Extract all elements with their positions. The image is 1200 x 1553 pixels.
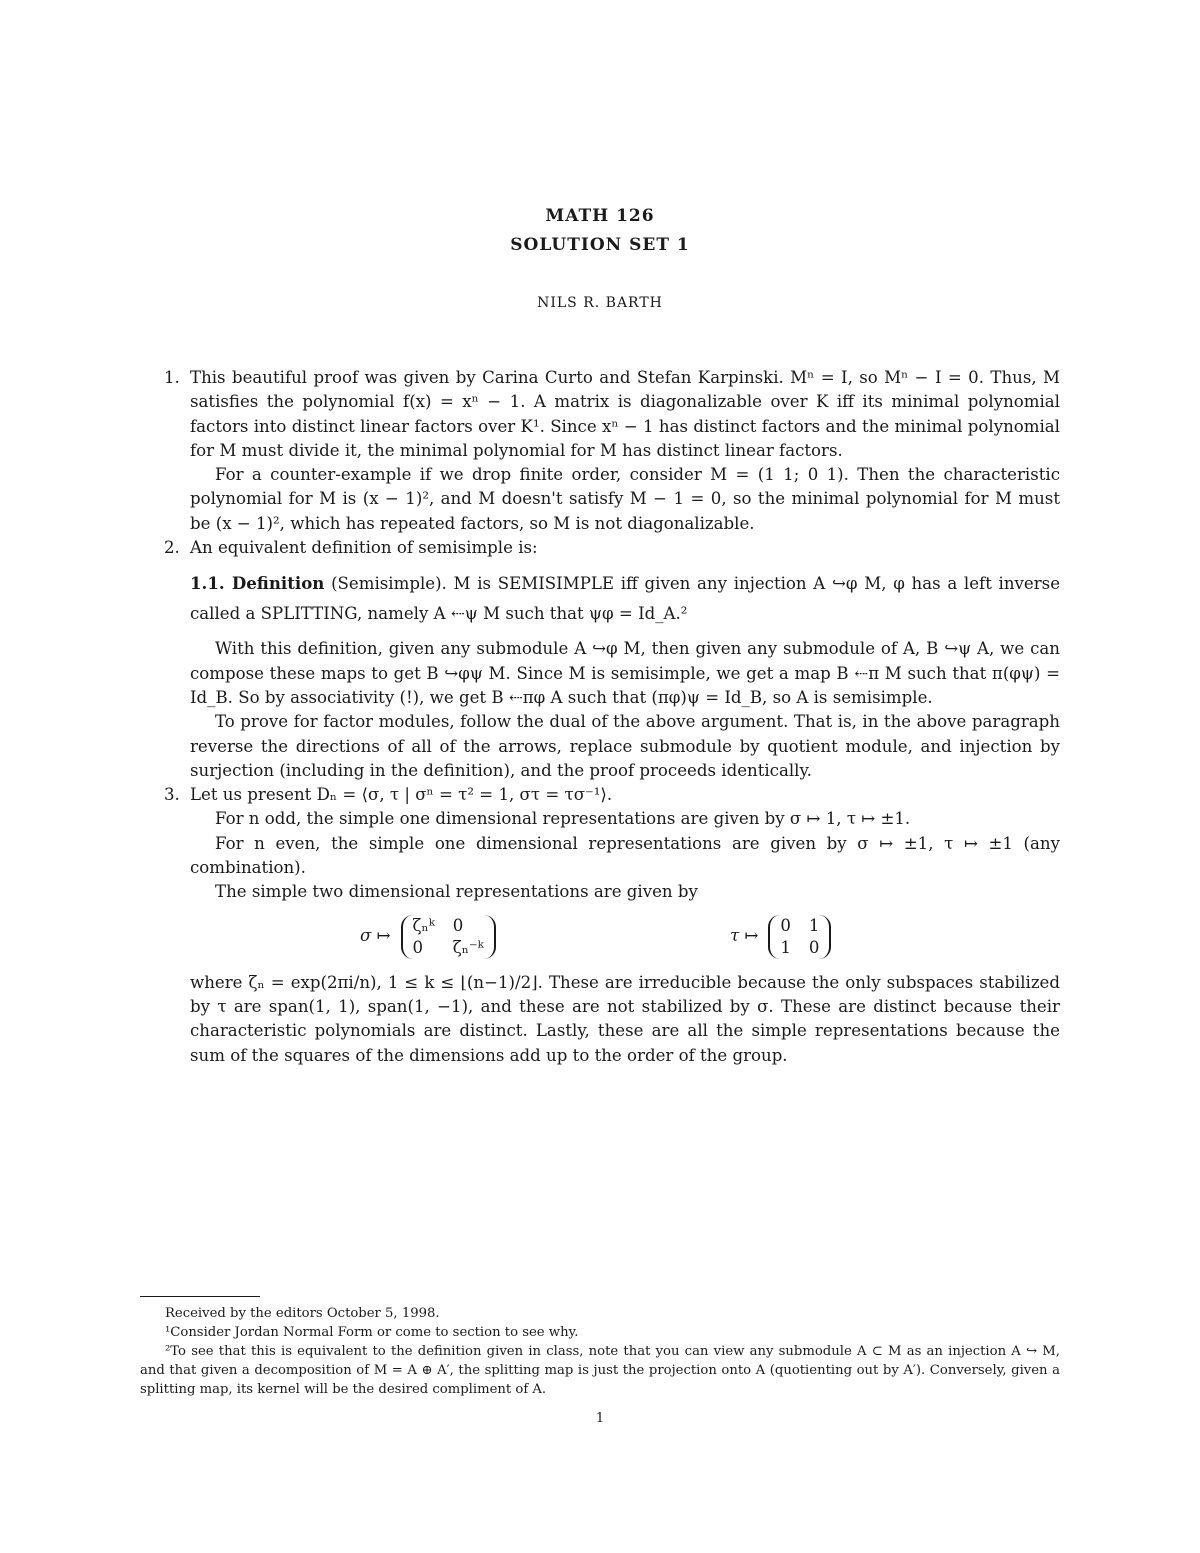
received-date: Received by the editors October 5, 1998. <box>165 1306 440 1321</box>
tau-matrix-entry: 0 <box>780 915 791 935</box>
sigma-matrix-entry: ζₙ⁻ᵏ <box>452 937 484 957</box>
sigma-matrix-entry: 0 <box>452 915 464 935</box>
problem-1-paragraph-1: This beautiful proof was given by Carina Curto and Stefan Karpinski. Mⁿ = I, so Mⁿ − I = 0. Thus, M satisfies the polynomial f(x) = xⁿ − 1. A matrix is diagonalizable over K iff its minimal polynomial factors into distinct linear factors over K¹. Since xⁿ − 1 has distinct factors and the minimal polynomial for M must divide it, the minimal polynomial for M has distinct linear factors. <box>190 368 1060 460</box>
page-number: 1 <box>595 1411 605 1426</box>
tau-matrix-entry: 1 <box>780 937 791 957</box>
tau-representation <box>730 911 831 963</box>
problem-3-two-dim: The simple two dimensional representations are given by <box>215 882 698 902</box>
definition-semisimple <box>140 568 1060 629</box>
sigma-matrix-entry: 0 <box>412 937 424 957</box>
problem-1 <box>140 366 1060 536</box>
problem-1-paragraph-2: For a counter-example if we drop finite order, consider M = (1 1; 0 1). Then the characteristic polynomial for M is (x − 1)², and M doesn't satisfy M − 1 = 0, so the minimal polynomial for M must be (x − 1)², which has repeated factors, so M is not diagonalizable. <box>190 465 1060 533</box>
tau-matrix-entry: 0 <box>808 937 820 957</box>
problem-2-paragraph-1: With this definition, given any submodule A ↪φ M, then given any submodule of A, B ↪ψ A, we can compose these maps to get B ↪φψ M. Since M is semisimple, we get a map B ⇠π M such that π(φψ) = Id_B. So by associativity (!), we get B ⇠πφ A such that (πφ)ψ = Id_B, so A is semisimple. <box>190 639 1060 707</box>
sigma-representation <box>360 911 496 963</box>
title-line-1: MATH 126 <box>545 206 655 226</box>
footnote-rule <box>140 1296 260 1297</box>
sigma-matrix-entry: ζₙᵏ <box>412 915 435 935</box>
problem-2-paragraph-2: To prove for factor modules, follow the dual of the above argument. That is, in the above paragraph reverse the directions of all of the arrows, replace submodule by quotient module, and injection by surjection (including in the definition), and the proof proceeds identically. <box>190 712 1060 780</box>
definition-label: 1.1. Definition <box>190 573 325 594</box>
footnote-1: ¹Consider Jordan Normal Form or come to section to see why. <box>165 1325 579 1340</box>
problem-3-even: For n even, the simple one dimensional representations are given by σ ↦ ±1, τ ↦ ±1 (any combination). <box>190 833 1060 878</box>
problem-2 <box>140 536 1060 560</box>
problem-3 <box>140 783 1060 1068</box>
problem-3-intro: Let us present Dₙ = ⟨σ, τ | σⁿ = τ² = 1, στ = τσ⁻¹⟩. <box>190 785 613 805</box>
definition-name: (Semisimple). <box>331 574 447 594</box>
representation-matrices <box>190 911 1060 963</box>
author: NILS R. BARTH <box>537 295 663 311</box>
tau-matrix-entry: 1 <box>808 915 820 935</box>
problem-3-number: 3. <box>164 785 180 805</box>
main-body <box>140 366 1060 1068</box>
problem-2-intro: An equivalent definition of semisimple is: <box>190 538 538 558</box>
problem-2-body <box>140 637 1060 783</box>
sigma-matrix <box>401 915 496 959</box>
footnote-2: ²To see that this is equivalent to the definition given in class, note that you can view any submodule A ⊂ M as an injection A ↪ M, and that given a decomposition of M = A ⊕ A′, the splitting map is just the projection onto A (quotienting out by A′). Conversely, given a splitting map, its kernel will be the desired compliment of A. <box>140 1344 1060 1397</box>
sigma-map-label: σ ↦ <box>360 926 391 946</box>
footnotes <box>140 1304 1060 1399</box>
definition-text: M is SEMISIMPLE iff given any injection A ↪φ M, φ has a left inverse called a SPLITTING, namely A ⇠ψ M such that ψφ = Id_A.² <box>190 574 1061 624</box>
tau-matrix <box>768 915 831 959</box>
problem-3-odd: For n odd, the simple one dimensional representations are given by σ ↦ 1, τ ↦ ±1. <box>215 809 911 829</box>
problem-1-number: 1. <box>164 368 180 387</box>
tau-map-label: τ ↦ <box>730 926 759 946</box>
problem-3-conclusion: where ζₙ = exp(2πi/n), 1 ≤ k ≤ ⌊(n−1)/2⌋. These are irreducible because the only subspaces stabilized by τ are span(1, 1), span(1, −1), and these are not stabilized by σ. These are distinct because their characteristic polynomials are distinct. Lastly, these are all the simple representations because the sum of the squares of the dimensions add up to the order of the group. <box>190 972 1060 1065</box>
problem-2-number: 2. <box>164 538 180 558</box>
title-line-2: SOLUTION SET 1 <box>510 235 690 255</box>
